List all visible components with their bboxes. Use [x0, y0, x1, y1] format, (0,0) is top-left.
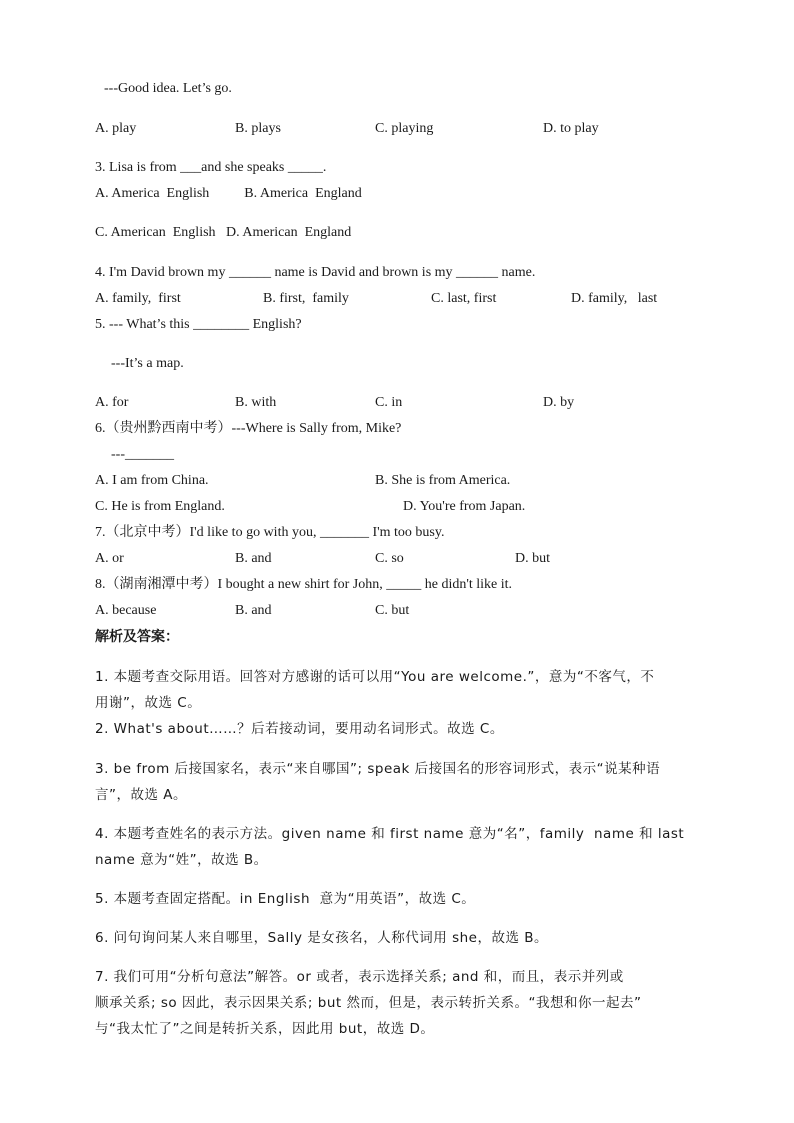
q6-option-a: A. I am from China. — [95, 473, 209, 488]
q2-option-b: B. plays — [235, 121, 281, 136]
q5-option-c: C. in — [375, 395, 403, 410]
q6-option-b: B. She is from America. — [375, 473, 511, 488]
explanation-4-line2: name 意为“姓”，故选 B。 — [95, 852, 268, 868]
q2-answer-line: ---Good idea. Let’s go. — [104, 81, 232, 96]
q8-stem: 8.（湖南湘潭中考）I bought a new shirt for John, _____ he didn't like it. — [95, 577, 513, 592]
q5-option-d: D. by — [543, 395, 575, 410]
q6-option-c: C. He is from England. — [95, 499, 225, 514]
q6-answer-line: ---_______ — [111, 447, 174, 462]
explanation-2: 2. What's about……？后若接动词，要用动名词形式。故选 C。 — [95, 721, 504, 737]
q7-option-b: B. and — [235, 551, 272, 566]
explanation-3-line1: 3. be from 后接国家名，表示“来自哪国”; speak 后接国名的形容词形式，表示“说某种语 — [95, 761, 661, 777]
q4-option-d: D. family, last — [571, 291, 658, 306]
explanation-1-line1: 1. 本题考查交际用语。回答对方感谢的话可以用“You are welcome.”，意为“不客气，不 — [95, 669, 655, 685]
q5-option-b: B. with — [235, 395, 277, 410]
q4-option-b: B. first, family — [263, 291, 349, 306]
q3-options-row2: C. American English D. American England — [95, 225, 352, 240]
explanation-7-line1: 7. 我们可用“分析句意法”解答。or 或者，表示选择关系; and 和，而且，表示并列或 — [95, 969, 624, 985]
answers-heading: 解析及答案： — [95, 629, 179, 645]
q2-option-a: A. play — [95, 121, 137, 136]
q6-stem: 6.（贵州黔西南中考）---Where is Sally from, Mike? — [95, 421, 402, 436]
q8-option-c: C. but — [375, 603, 410, 618]
explanation-1-line2: 用谢”，故选 C。 — [95, 695, 202, 711]
q2-option-c: C. playing — [375, 121, 434, 136]
q5-answer-line: ---It’s a map. — [111, 356, 184, 371]
explanation-7-line3: 与“我太忙了”之间是转折关系，因此用 but，故选 D。 — [95, 1021, 435, 1037]
q5-option-a: A. for — [95, 395, 129, 410]
q7-option-c: C. so — [375, 551, 404, 566]
q2-option-d: D. to play — [543, 121, 599, 136]
q4-stem: 4. I'm David brown my ______ name is David and brown is my ______ name. — [95, 265, 536, 280]
q7-option-d: D. but — [515, 551, 550, 566]
q4-option-c: C. last, first — [431, 291, 497, 306]
q7-stem: 7.（北京中考）I'd like to go with you, _______ I'm too busy. — [95, 525, 445, 540]
q8-option-b: B. and — [235, 603, 272, 618]
q3-stem: 3. Lisa is from ___and she speaks _____. — [95, 160, 327, 175]
q3-options-row1: A. America English B. America England — [95, 186, 362, 201]
explanation-7-line2: 顺承关系; so 因此，表示因果关系; but 然而，但是，表示转折关系。“我想和你一起去” — [95, 995, 642, 1011]
q6-option-d: D. You're from Japan. — [403, 499, 526, 514]
q7-option-a: A. or — [95, 551, 124, 566]
q5-stem: 5. --- What’s this ________ English? — [95, 317, 302, 332]
explanation-6: 6. 问句询问某人来自哪里，Sally 是女孩名，人称代词用 she，故选 B。 — [95, 930, 549, 946]
q8-option-a: A. because — [95, 603, 157, 618]
explanation-3-line2: 言”，故选 A。 — [95, 787, 188, 803]
explanation-5: 5. 本题考查固定搭配。in English 意为“用英语”，故选 C。 — [95, 891, 476, 907]
explanation-4-line1: 4. 本题考查姓名的表示方法。given name 和 first name 意为“名”，family name 和 last — [95, 826, 685, 842]
q4-option-a: A. family, first — [95, 291, 181, 306]
